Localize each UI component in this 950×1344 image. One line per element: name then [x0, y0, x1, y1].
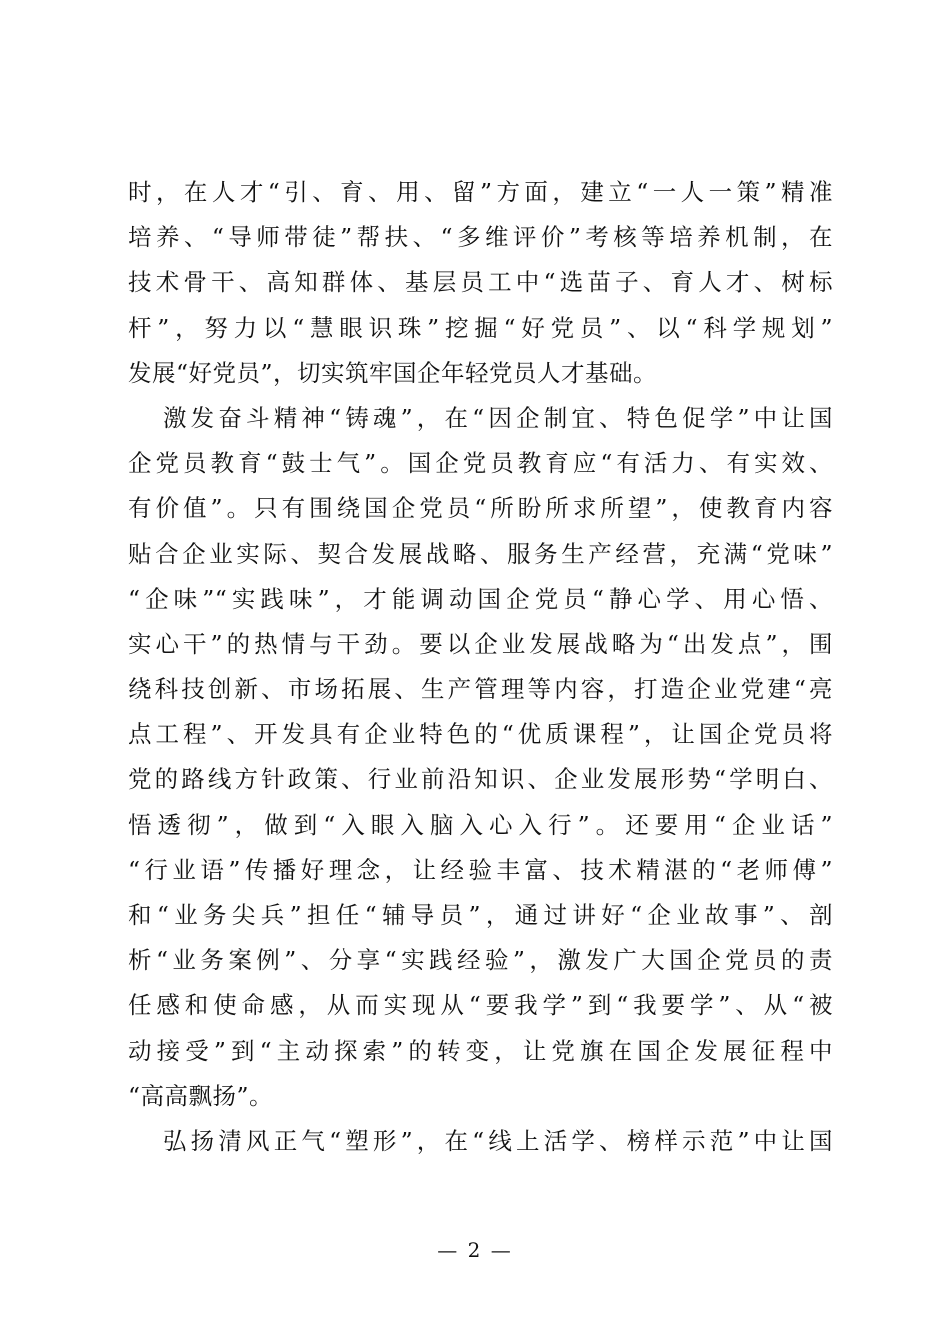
text-line: 悟透彻”，做到“入眼入脑入心入行”。还要用“企业话”	[128, 810, 833, 839]
body-text	[128, 170, 833, 1164]
text-line: 有价值”。只有围绕国企党员“所盼所求所望”，使教育内容	[128, 494, 833, 523]
text-line: “行业语”传播好理念，让经验丰富、技术精湛的“老师傅”	[128, 855, 833, 884]
text-line: 时，在人才“引、育、用、留”方面，建立“一人一策”精准	[128, 178, 833, 206]
text-line: “企味”“实践味”，才能调动国企党员“静心学、用心悟、	[128, 584, 833, 613]
text-line: “高高飘扬”。	[128, 1081, 274, 1110]
text-line: 动接受”到“主动探索”的转变，让党旗在国企发展征程中	[128, 1036, 833, 1065]
text-line: 激发奋斗精神“铸魂”，在“因企制宜、特色促学”中让国	[163, 403, 833, 432]
text-line: 党的路线方针政策、行业前沿知识、企业发展形势“学明白、	[128, 765, 833, 794]
text-line: 点工程”、开发具有企业特色的“优质课程”，让国企党员将	[128, 720, 833, 749]
text-line: 技术骨干、高知群体、基层员工中“选苗子、育人才、树标	[128, 268, 833, 297]
text-line: 杆”，努力以“慧眼识珠”挖掘“好党员”、以“科学规划”	[128, 313, 833, 342]
text-line: 贴合企业实际、契合发展战略、服务生产经营，充满“党味”	[128, 539, 833, 568]
text-line: 实心干”的热情与干劲。要以企业发展战略为“出发点”，围	[128, 629, 833, 658]
text-line: 析“业务案例”、分享“实践经验”，激发广大国企党员的责	[128, 946, 833, 975]
text-line: 发展“好党员”，切实筑牢国企年轻党员人才基础。	[128, 358, 658, 387]
text-line: 企党员教育“鼓士气”。国企党员教育应“有活力、有实效、	[128, 449, 833, 478]
text-line: 任感和使命感，从而实现从“要我学”到“我要学”、从“被	[128, 991, 833, 1020]
text-line: 弘扬清风正气“塑形”，在“线上活学、榜样示范”中让国	[163, 1126, 833, 1155]
page-number: — 2 —	[437, 1238, 513, 1262]
text-line: 培养、“导师带徒”帮扶、“多维评价”考核等培养机制，在	[128, 223, 833, 252]
text-line: 和“业务尖兵”担任“辅导员”，通过讲好“企业故事”、剖	[128, 901, 833, 929]
text-line: 绕科技创新、市场拓展、生产管理等内容，打造企业党建“亮	[128, 675, 833, 704]
